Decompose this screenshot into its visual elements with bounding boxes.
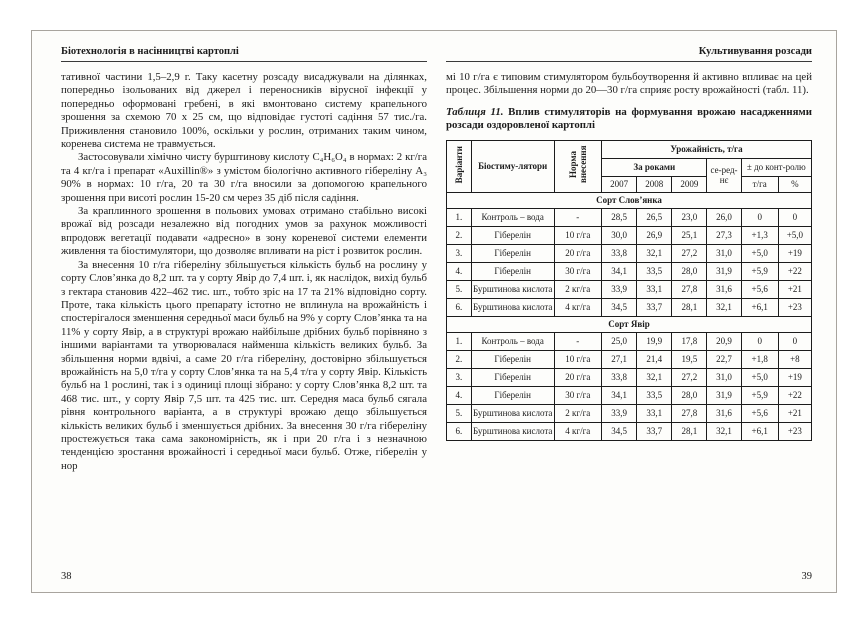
col-header-variants: Варіанти [447, 140, 472, 192]
table-cell: 30 г/га [554, 262, 602, 280]
col-header-yield: Урожайність, т/га [602, 140, 812, 158]
table-cell: 31,9 [707, 262, 741, 280]
table-cell: 33,7 [637, 298, 672, 316]
table-cell: 19,5 [672, 350, 707, 368]
col-header-norm: Норма внесення [554, 140, 602, 192]
table-cell: 27,1 [602, 350, 637, 368]
table-cell: 33,7 [637, 422, 672, 440]
table-cell: 10 г/га [554, 226, 602, 244]
table-cell: 33,5 [637, 386, 672, 404]
table-cell: +5,0 [741, 368, 778, 386]
table-cell: 28,1 [672, 298, 707, 316]
table-cell: +23 [778, 422, 811, 440]
table-cell: Гіберелін [471, 244, 554, 262]
table-cell: 30,0 [602, 226, 637, 244]
table-cell: 28,0 [672, 386, 707, 404]
table-cell: 33,9 [602, 280, 637, 298]
col-header-year-2008: 2008 [637, 176, 672, 192]
table-cell: 1. [447, 208, 472, 226]
table-cell: +5,6 [741, 280, 778, 298]
table-cell: 4. [447, 386, 472, 404]
table-cell: 28,1 [672, 422, 707, 440]
table-cell: 26,9 [637, 226, 672, 244]
table-cell: 32,1 [637, 244, 672, 262]
table-row [447, 404, 812, 422]
table-cell: 32,1 [707, 422, 741, 440]
table-cell: 3. [447, 368, 472, 386]
table-cell: Гіберелін [471, 368, 554, 386]
table-cell: 33,8 [602, 368, 637, 386]
table-cell: 25,1 [672, 226, 707, 244]
table-cell: 31,0 [707, 244, 741, 262]
section-title-cell: Сорт Явір [447, 316, 812, 332]
table-caption-label: Таблиця 11. [446, 105, 504, 118]
table-row [447, 280, 812, 298]
table-cell: +1,8 [741, 350, 778, 368]
table-row [447, 226, 812, 244]
table-cell: 23,0 [672, 208, 707, 226]
table-row [447, 368, 812, 386]
table-cell: 2. [447, 226, 472, 244]
table-cell: 26,0 [707, 208, 741, 226]
table-cell: +22 [778, 262, 811, 280]
table-cell: 2. [447, 350, 472, 368]
table-row [447, 262, 812, 280]
paragraph: Застосовували хімічно чисту бурштинову кислоту С₄Н₆О₄ в нормах: 2 кг/га та 4 кг/га і препарат «Auxillin®» з умістом біологічно активного гібереліну А₃ 90% в нормах: 10 г/га, 20 та 30 г/га вносили за допомогою крапельного зрошення при висоті рослин 15-20 см через 35 діб після садіння. [61, 151, 427, 204]
left-body-text [61, 71, 427, 557]
table-cell: 27,3 [707, 226, 741, 244]
table-cell: 2 кг/га [554, 404, 602, 422]
table-cell: 27,8 [672, 404, 707, 422]
table-cell: 34,1 [602, 386, 637, 404]
table-row [447, 244, 812, 262]
page-number-right: 39 [801, 571, 812, 582]
running-head-right-text: Культивування розсади [698, 46, 812, 57]
table-cell: 4. [447, 262, 472, 280]
table-cell: 25,0 [602, 332, 637, 350]
left-page [61, 45, 427, 582]
table-cell: 31,6 [707, 280, 741, 298]
table-cell: 31,0 [707, 368, 741, 386]
table-cell: Контроль – вода [471, 332, 554, 350]
table-cell: 4 кг/га [554, 422, 602, 440]
table-caption-text: Вплив стимуляторів на формування врожаю насадженнями розсади оздоровленої картоплі [446, 105, 812, 132]
table-cell: 17,8 [672, 332, 707, 350]
table-cell: Бурштинова кислота [471, 404, 554, 422]
intro-paragraph: мі 10 г/га є типовим стимулятором бульбоутворення й активно впливає на цей процес. Збільшення норми до 20—30 г/га сприяє росту врожайності (табл. 11). [446, 71, 812, 97]
table-cell: 32,1 [707, 298, 741, 316]
book-spread [31, 30, 837, 593]
table-cell: 33,1 [637, 404, 672, 422]
table-row [447, 298, 812, 316]
table-cell: 26,5 [637, 208, 672, 226]
table-body [447, 192, 812, 440]
table-cell: Бурштинова кислота [471, 422, 554, 440]
col-header-to-control: ± до конт-ролю [741, 158, 811, 176]
table-cell: 3. [447, 244, 472, 262]
table-cell: 20,9 [707, 332, 741, 350]
table-cell: +21 [778, 280, 811, 298]
table-cell: 20 г/га [554, 368, 602, 386]
table-cell: +6,1 [741, 422, 778, 440]
right-page [446, 45, 812, 582]
table-cell: 33,1 [637, 280, 672, 298]
table-cell: 33,9 [602, 404, 637, 422]
page-number-left: 38 [61, 571, 72, 582]
table-cell: +1,3 [741, 226, 778, 244]
table-cell: Гіберелін [471, 350, 554, 368]
table-cell: 34,5 [602, 298, 637, 316]
table-cell: +5,0 [741, 244, 778, 262]
table-caption [446, 106, 812, 133]
table-cell: +19 [778, 244, 811, 262]
table-cell: 27,8 [672, 280, 707, 298]
paragraph: За краплинного зрошення в польових умовах отримано стабільно високі врожаї від розсади незалежно від погодних умов за рахунок можливості впродовж вегетації подавати «адресно» в зону кореневої системи елементи живлення та біостимулятори, що дозволяє впливати на ріст і розвиток рослин. [61, 205, 427, 258]
table-cell: 6. [447, 298, 472, 316]
yield-table [446, 140, 812, 441]
table-cell: 5. [447, 280, 472, 298]
table-section-title [447, 316, 812, 332]
table-cell: +5,0 [778, 226, 811, 244]
col-header-by-years: За роками [602, 158, 707, 176]
table-cell: - [554, 332, 602, 350]
table-cell: 34,5 [602, 422, 637, 440]
table-cell: 10 г/га [554, 350, 602, 368]
table-cell: 31,9 [707, 386, 741, 404]
table-cell: 27,2 [672, 244, 707, 262]
col-header-biostimulators: Біостиму-лятори [471, 140, 554, 192]
table-cell: +6,1 [741, 298, 778, 316]
table-cell: Контроль – вода [471, 208, 554, 226]
table-cell: 32,1 [637, 368, 672, 386]
table-cell: 5. [447, 404, 472, 422]
col-header-percent: % [778, 176, 811, 192]
table-cell: Гіберелін [471, 226, 554, 244]
table-row [447, 350, 812, 368]
table-cell: +8 [778, 350, 811, 368]
table-row [447, 386, 812, 404]
table-cell: 28,0 [672, 262, 707, 280]
table-cell: +21 [778, 404, 811, 422]
table-cell: Бурштинова кислота [471, 280, 554, 298]
table-cell: Гіберелін [471, 386, 554, 404]
table-cell: 0 [778, 332, 811, 350]
table-cell: 33,5 [637, 262, 672, 280]
col-header-year-2009: 2009 [672, 176, 707, 192]
table-cell: 28,5 [602, 208, 637, 226]
table-cell: 0 [741, 208, 778, 226]
table-row [447, 332, 812, 350]
section-title-cell: Сорт Слов’янка [447, 192, 812, 208]
table-cell: 20 г/га [554, 244, 602, 262]
table-cell: 22,7 [707, 350, 741, 368]
table-cell: +5,9 [741, 386, 778, 404]
running-head-left [61, 45, 427, 62]
table-cell: - [554, 208, 602, 226]
table-cell: 6. [447, 422, 472, 440]
table-cell: 31,6 [707, 404, 741, 422]
table-cell: +19 [778, 368, 811, 386]
paragraph: За внесення 10 г/га гібереліну збільшується кількість бульб на рослину у сорту Слов’янка до 8,2 шт. та у сорту Явір до 7,4 шт. і, як наслідок, вихід бульб з гектара становив 422–462 тис. шт., тобто зріс на 17 та 21% відповідно сорту. Проте, така кількість цього препарату істотно не вплинула на врожайність і спостерігалося зменшення середньої маси бульб на 9% у сорту Слов’янка та на 11% у сорту Явір, а в структурі врожаю найбільше дрібних бульб порівняно з іншими варіантами та утворювалася найменша кількість великих бульб. За збільшення норми вдвічі, а саме 20 г/га гібереліну, достовірно збільшується врожайність на 5,0 т/га у сорту Слов’янка та на 5,4 т/га у сорту Явір. Кількість бульб на 1 рослині, так і з одиниці площі зібрано: у сорту Слов’янка 8,2 шт. та 468 тис. шт., у сорту Явір 7,5 шт. та 425 тис. шт. Середня маса бульб сягала рівня контрольного варіанта, а в структурі врожаю дещо збільшується кількість великих бульб і зменшується дрібних. За внесення 30 г/га гібереліну простежується така сама закономірність, як і при 20 г/га і з незначною тенденцією зростання врожайності і середньої маси бульб. Отже, гіберелін у нор [61, 258, 427, 472]
table-section-title [447, 192, 812, 208]
col-header-t-ha: т/га [741, 176, 778, 192]
table-cell: 0 [741, 332, 778, 350]
table-cell: +5,9 [741, 262, 778, 280]
table-cell: Гіберелін [471, 262, 554, 280]
table-cell: 0 [778, 208, 811, 226]
table-cell: 30 г/га [554, 386, 602, 404]
running-head-left-text: Біотехнологія в насінництві картоплі [61, 46, 239, 57]
paragraph: тативної частини 1,5–2,9 г. Таку касетну розсаду висаджували на ділянках, попередньо ізольованих від джерел і переносників вірусної інфекції у попередньо оформовані гребені, в які вмонтовано систему крапельного зрошення за схемою 70 х 25 см, що відповідає густоті садіння 57 тис./га. Приживлення становило 100%, оскільки у рослин, отриманих таким чином, коренева система не травмується. [61, 71, 427, 151]
col-header-average: се-ред-нє [707, 158, 741, 192]
table-cell: +23 [778, 298, 811, 316]
table-row [447, 422, 812, 440]
table-cell: +5,6 [741, 404, 778, 422]
table-row [447, 208, 812, 226]
table-cell: 4 кг/га [554, 298, 602, 316]
table-cell: 2 кг/га [554, 280, 602, 298]
table-cell: 1. [447, 332, 472, 350]
table-cell: 34,1 [602, 262, 637, 280]
table-cell: Бурштинова кислота [471, 298, 554, 316]
table-cell: 33,8 [602, 244, 637, 262]
table-cell: 27,2 [672, 368, 707, 386]
table-cell: +22 [778, 386, 811, 404]
running-head-right [446, 45, 812, 62]
col-header-year-2007: 2007 [602, 176, 637, 192]
table-cell: 21,4 [637, 350, 672, 368]
table-cell: 19,9 [637, 332, 672, 350]
